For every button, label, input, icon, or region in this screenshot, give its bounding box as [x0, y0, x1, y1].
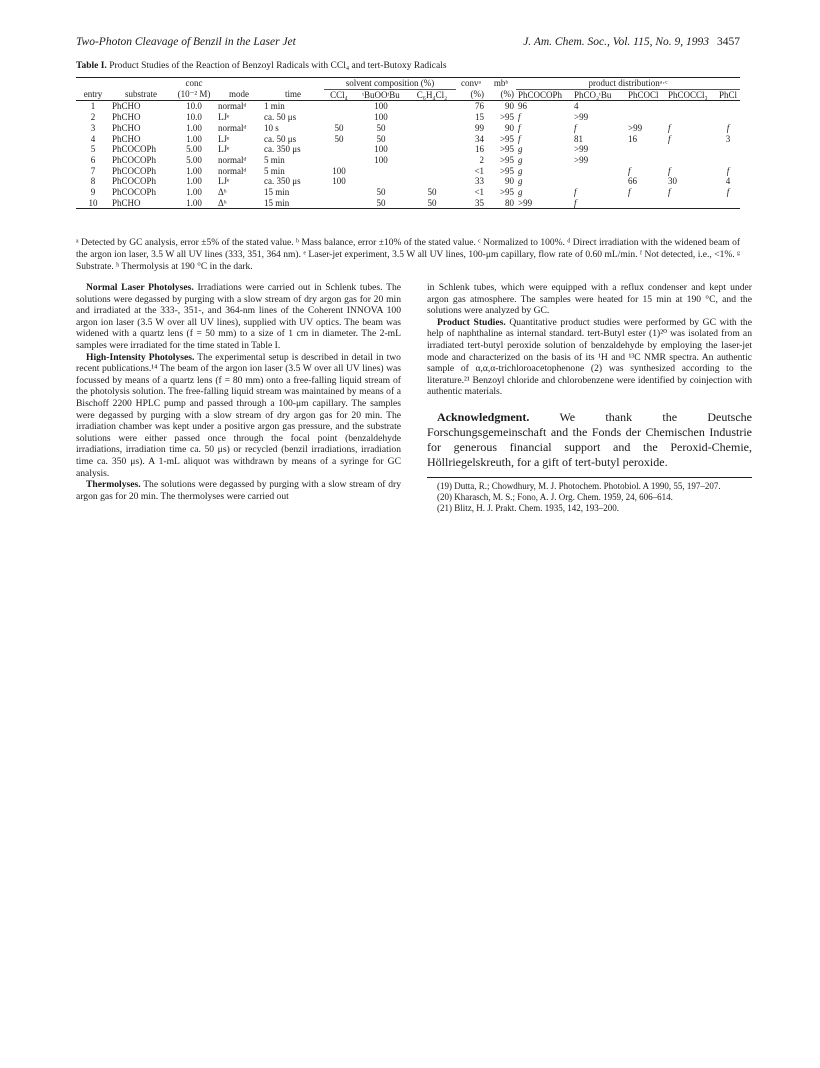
table-cell: ca. 50 μs [264, 112, 297, 123]
table-cell [666, 155, 716, 166]
table-cell: 4 [90, 133, 96, 144]
table-cell: f [628, 187, 631, 198]
table-cell: f [668, 187, 671, 198]
table-cell: f [572, 198, 626, 209]
reference-item: (19) Dutta, R.; Chowdhury, M. J. Photochem. Photobiol. A 1990, 55, 197–207. [437, 480, 721, 491]
running-head [76, 36, 740, 52]
table-cell: >99 [628, 122, 643, 133]
left-column [76, 282, 401, 502]
column-header: (%) [486, 89, 516, 101]
table-cell: 1.00 [186, 133, 202, 144]
table-cell [626, 101, 666, 112]
table-cell: PhCHO [112, 101, 141, 112]
column-header: PhCOCCl₃ [666, 89, 716, 101]
table-cell: 2 [479, 154, 485, 165]
table-cell: 50 [408, 198, 456, 209]
table-cell: >99 [574, 154, 589, 165]
table-cell: 16 [628, 133, 638, 144]
table-cell: 1.00 [186, 187, 202, 198]
text-acknowledgment: We thank the Deutsche Forschungsgemeinschaft and the Fonds der Chemischen Industrie for generous financial support and the Peroxid-Chemie, Höllriegelskreuth, for a gift of tert-butyl peroxide. [427, 409, 752, 469]
table-cell: 5 min [264, 165, 285, 176]
text-high-intensity: The experimental setup is described in detail in two recent publications.¹⁴ The beam of the argon ion laser (3.5 W over all UV lines) was focussed by means of a quartz lens (f = 80 mm) onto a free-falling liquid stream of the photolysis solution. The free-falling liquid stream was maintained by means of a Bischoff 2200 HPLC pump and passed through a 100-μm capillary. The samples were degassed by purging with a slow stream of dry argon gas for 20 min. The irradiation chamber was kept under a positive argon gas pressure, and the substrate solutions were either passed once through the focal point (benzaldehyde irradiations, irradiation time ca. 50 μs) or recycled (benzil irradiations, irradiation time ca. 350 μs). A 1-mL aliquot was withdrawn by means of a syringe for GC analysis. [76, 351, 401, 479]
journal-citation: J. Am. Chem. Soc., Vol. 115, No. 9, 1993 [523, 36, 709, 48]
product-studies-table [76, 77, 740, 209]
table-cell [716, 155, 740, 166]
column-header: PhCOCOPh [516, 89, 572, 101]
table-cell: LJᵉ [218, 144, 230, 155]
table-cell: >99 [516, 198, 572, 209]
table-cell: f [518, 133, 521, 144]
table-cell: PhCHO [112, 122, 141, 133]
table-row [76, 187, 740, 198]
col-mb-top: mbᵇ [486, 78, 516, 90]
table-cell: g [518, 187, 523, 198]
table-cell: 6 [90, 154, 96, 165]
table-cell: >95 [499, 112, 515, 123]
col-conc-top: conc [172, 78, 216, 90]
table-cell: 33 [475, 176, 485, 187]
table-cell: f [518, 112, 521, 123]
table-cell: >95 [499, 154, 515, 165]
table-row [76, 166, 740, 177]
table-cell: >99 [574, 112, 589, 123]
paragraph-product-studies [427, 317, 752, 398]
table-cell: f [668, 133, 671, 144]
table-cell: 4 [574, 101, 579, 112]
column-header: ᵗBuOOᵗBu [354, 89, 408, 101]
table-cell: >95 [499, 133, 515, 144]
table-cell: 15 min [264, 187, 290, 198]
table-cell: 50 [334, 122, 344, 133]
table-cell: <1 [474, 165, 485, 176]
table-cell: 9 [90, 187, 96, 198]
table-row [76, 144, 740, 155]
table-cell: f [726, 165, 730, 176]
table-cell: 3 [90, 122, 96, 133]
table-cell: >95 [499, 144, 515, 155]
paragraph-thermolyses [76, 479, 401, 502]
table-cell: 15 [475, 112, 485, 123]
table-cell: 50 [427, 187, 437, 198]
heading-high-intensity: High-Intensity Photolyses. [86, 351, 195, 363]
table-cell [666, 198, 716, 209]
table-cell: 34 [475, 133, 485, 144]
table-cell: 76 [475, 101, 485, 112]
text-thermolyses: The solutions were degassed by purging with a slow stream of dry argon gas for 20 min. The thermolyses were carried out [76, 479, 401, 502]
column-header: CCl₄ [324, 89, 354, 101]
table-cell: 4 [725, 176, 731, 187]
col-group-product: product distributionᵃ·ᶜ [516, 78, 740, 90]
table-cell: PhCOCOPh [112, 165, 157, 176]
table-cell: 5.00 [186, 144, 202, 155]
heading-thermolyses: Thermolyses. [86, 479, 141, 491]
table-cell [408, 155, 456, 166]
table-cell: g [518, 144, 523, 155]
table-cell: f [574, 122, 577, 133]
table-cell: ca. 350 μs [264, 176, 301, 187]
table-cell: 81 [574, 133, 584, 144]
table-cell: 8 [90, 176, 96, 187]
table-cell: g [518, 176, 523, 187]
table-cell [716, 101, 740, 112]
table-column-header-row [76, 89, 740, 101]
table-title: Product Studies of the Reaction of Benzoyl Radicals with CCl₄ and tert-Butoxy Radicals [109, 61, 447, 71]
table-cell: <1 [474, 187, 485, 198]
table-row [76, 134, 740, 145]
heading-acknowledgment: Acknowledgment. [437, 409, 530, 424]
column-header: (10⁻² M) [172, 89, 216, 101]
table-cell [324, 101, 354, 112]
table-cell [354, 176, 408, 187]
table-cell: 5 min [264, 154, 285, 165]
reference-item: (21) Blitz, H. J. Prakt. Chem. 1935, 142, 193–200. [437, 502, 619, 513]
table-cell: LJᵉ [218, 176, 230, 187]
column-header: mode [216, 89, 262, 101]
table-cell: f [726, 122, 730, 133]
heading-product-studies: Product Studies. [437, 316, 506, 328]
col-conv-top: convᵃ [456, 78, 486, 90]
table-cell [408, 144, 456, 155]
paragraph-thermolyses-cont: in Schlenk tubes, which were equipped with a reflux condenser and kept under argon gas atmosphere. The samples were heated for 15 min at 190 °C, and the solutions were analyzed by GC. [427, 282, 752, 317]
table-cell: LJᵉ [218, 133, 230, 144]
table-cell: g [518, 154, 523, 165]
table-cell [626, 155, 666, 166]
table-cell: normalᵈ [218, 101, 247, 112]
table-cell: 100 [332, 176, 346, 187]
table-cell: 50 [354, 198, 408, 209]
table-cell [354, 166, 408, 177]
table-caption [76, 61, 740, 71]
table-cell [324, 187, 354, 198]
running-head-citation [523, 36, 740, 48]
column-header: time [262, 89, 324, 101]
table-cell: 5 [90, 144, 96, 155]
table-cell: f [628, 165, 631, 176]
table-cell [324, 144, 354, 155]
table-cell: PhCOCOPh [112, 154, 157, 165]
table-cell: 50 [376, 187, 386, 198]
table-cell [716, 198, 740, 209]
table-cell [572, 166, 626, 177]
table-cell [716, 144, 740, 155]
table-row [76, 155, 740, 166]
table-cell [408, 166, 456, 177]
table-row [76, 101, 740, 112]
table-cell: 100 [374, 154, 388, 165]
table-row [76, 123, 740, 134]
paragraph-high-intensity [76, 352, 401, 480]
table-cell: ca. 50 μs [264, 133, 297, 144]
table-cell [572, 176, 626, 187]
running-head-title: Two-Photon Cleavage of Benzil in the Laser Jet [76, 36, 296, 48]
table-cell: 50 [376, 122, 386, 133]
table-cell: 1.00 [172, 198, 216, 209]
table-cell: 1.00 [186, 176, 202, 187]
table-cell: Δʰ [216, 198, 262, 209]
table-cell: 1 min [264, 101, 285, 112]
table-cell: ca. 350 μs [264, 144, 301, 155]
table-group-header-row [76, 78, 740, 90]
table-cell: f [726, 187, 730, 198]
table-row [76, 112, 740, 123]
table-row [76, 176, 740, 187]
page-number: 3457 [717, 36, 740, 48]
text-product-studies: Quantitative product studies were performed by GC with the help of naphthaline as internal standard. tert-Butyl ester (1)²⁰ was isolated from an irradiated tert-butyl peroxide solution of benzaldehyde by employing the laser-jet mode and characterized on the basis of its ¹H and ¹³C NMR spectra. An authentic sample of α,α,α-trichloroacetophenone (2) was synthesized according to the literature.²¹ Benzoyl chloride and chlorobenzene were identified by coinjection with authentic materials. [427, 316, 752, 398]
table-cell: 5.00 [186, 154, 202, 165]
column-header: substrate [110, 89, 172, 101]
table-cell: PhCHO [112, 133, 141, 144]
paragraph-normal-laser [76, 282, 401, 352]
table-cell: f [668, 165, 671, 176]
table-cell: normalᵈ [218, 122, 247, 133]
reference-item: (20) Kharasch, M. S.; Fono, A. J. Org. Chem. 1959, 24, 606–614. [437, 491, 673, 502]
table-cell: 50 [334, 133, 344, 144]
column-header: (%) [456, 89, 486, 101]
product-table [76, 77, 740, 209]
table-body [76, 101, 740, 209]
right-column [427, 282, 752, 513]
table-cell: normalᵈ [218, 154, 247, 165]
table-cell: 90 [505, 176, 515, 187]
table-cell: 90 [505, 122, 515, 133]
table-cell: 100 [374, 112, 388, 123]
table-cell: LJᵉ [218, 112, 230, 123]
table-cell: 30 [668, 176, 678, 187]
column-header: PhCOCl [626, 89, 666, 101]
table-label: Table I. [76, 61, 107, 71]
table-cell: PhCOCOPh [112, 187, 157, 198]
table-row [76, 198, 740, 209]
table-cell: >95 [499, 187, 515, 198]
table-cell [408, 176, 456, 187]
table-cell: 10 s [264, 122, 279, 133]
table-cell [666, 101, 716, 112]
col-group-solvent: solvent composition (%) [324, 78, 456, 90]
column-header: PhCO₂ᵗBu [572, 89, 626, 101]
table-cell: f [668, 122, 671, 133]
reference-list [427, 477, 752, 513]
table-cell [716, 112, 740, 123]
table-cell: 80 [486, 198, 516, 209]
table-cell: 100 [332, 165, 346, 176]
table-cell: 3 [725, 133, 731, 144]
table-cell: 16 [475, 144, 485, 155]
table-cell: 35 [456, 198, 486, 209]
table-cell [408, 112, 456, 123]
paragraph-acknowledgment [427, 410, 752, 470]
table-cell: 50 [376, 133, 386, 144]
table-cell: >95 [499, 165, 515, 176]
table-cell [626, 144, 666, 155]
column-header: PhCl [716, 89, 740, 101]
table-cell: 99 [475, 122, 485, 133]
table-cell [408, 101, 456, 112]
table-cell: 1.00 [186, 122, 202, 133]
table-cell [324, 198, 354, 209]
table-cell [324, 112, 354, 123]
table-cell: 15 min [262, 198, 324, 209]
table-footnotes: ᵃ Detected by GC analysis, error ±5% of the stated value. ᵇ Mass balance, error ±10% of the stated value. ᶜ Normalized to 100%. ᵈ Direct irradiation with the widened beam of the argon ion laser, 3.5 W all UV lines (333, 351, 364 nm). ᵉ Laser-jet experiment, 3.5 W all UV lines, 100-μm capillary, flow rate of 0.60 mL/min. ᶠ Not detected, i.e., <1%. ᵍ Substrate. ʰ Thermolysis at 190 °C in the dark. [76, 238, 740, 272]
table-cell: PhCOCOPh [112, 176, 157, 187]
table-cell: 10.0 [186, 101, 202, 112]
table-cell [666, 112, 716, 123]
table-cell: PhCHO [112, 112, 141, 123]
table-cell: 100 [374, 101, 388, 112]
table-cell [626, 198, 666, 209]
table-cell: 1 [90, 101, 96, 112]
table-cell: 10 [76, 198, 110, 209]
column-header: entry [76, 89, 110, 101]
table-cell: 10.0 [186, 112, 202, 123]
table-cell: 2 [90, 112, 96, 123]
table-cell: g [518, 165, 523, 176]
table-cell [666, 144, 716, 155]
column-header: C₆H₄Cl₂ [408, 89, 456, 101]
table-cell: 100 [374, 144, 388, 155]
table-cell: >99 [574, 144, 589, 155]
table-cell: 1.00 [186, 165, 202, 176]
table-cell: 7 [90, 165, 96, 176]
table-cell: Δʰ [218, 187, 227, 198]
table-cell [408, 123, 456, 134]
table-cell: 96 [518, 101, 528, 112]
table-cell: normalᵈ [218, 165, 247, 176]
table-cell [324, 155, 354, 166]
table-cell [408, 134, 456, 145]
heading-normal-laser: Normal Laser Photolyses. [86, 282, 194, 293]
table-cell: PhCOCOPh [112, 144, 157, 155]
text-normal-laser: Irradiations were carried out in Schlenk tubes. The solutions were degassed by purging with a slow stream of dry argon gas for 20 min and irradiated at the 333-, 351-, and 364-nm lines of the Coherent INNOVA 100 argon ion laser (3.5 W over all UV lines), supplied with UV optics. The beam was widened with a quartz lens (f = 50 mm) to a size of 1 cm in diameter. The 2-mL samples were irradiated for the time stated in Table I. [76, 282, 402, 351]
table-cell [626, 112, 666, 123]
table-cell: f [574, 187, 577, 198]
table-cell: 90 [505, 101, 515, 112]
table-cell: f [518, 122, 521, 133]
table-cell: PhCHO [110, 198, 172, 209]
table-cell: 66 [628, 176, 638, 187]
